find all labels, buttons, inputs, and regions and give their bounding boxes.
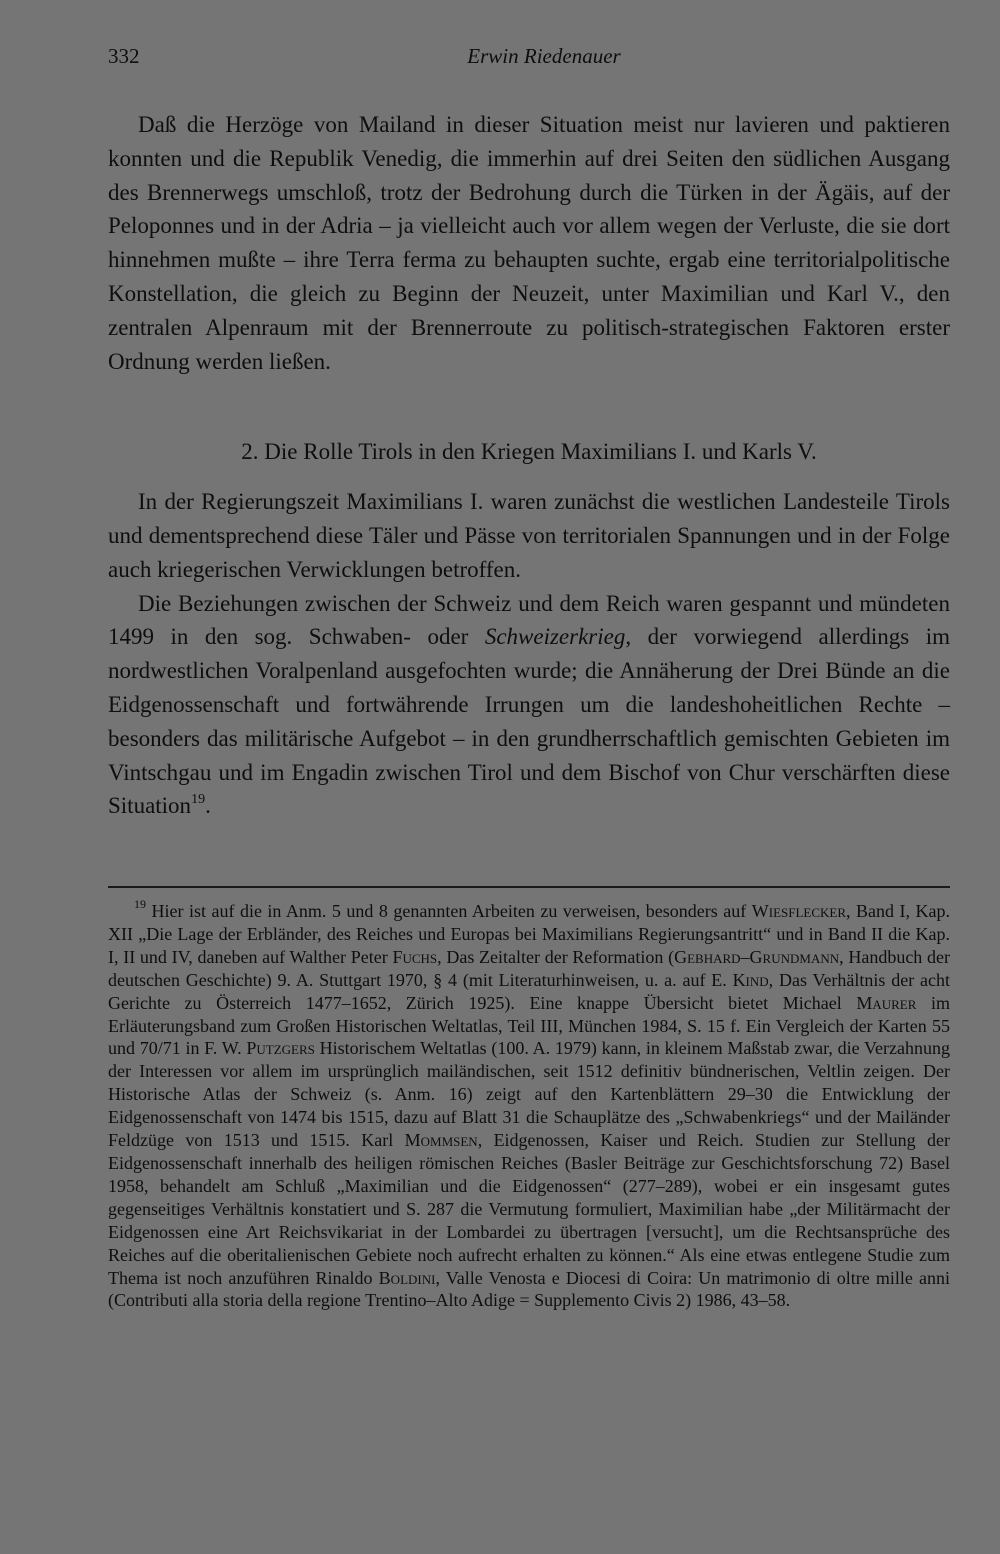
author-name-kind: Kind: [732, 969, 769, 990]
footnote-text-4: , Handbuch der deutschen Geschichte) 9. A. Stuttgart 1970, § 4 (mit Literaturhinweisen, u. a. auf E.: [108, 946, 950, 990]
section-heading: 2. Die Rolle Tirols in den Kriegen Maximilians I. und Karls V.: [241, 439, 817, 465]
footnote-text-9: , Valle Venosta e Diocesi di Coira: Un matrimonio di oltre mille anni (Contributi alla storia della regione Trentino–Alto Adige = Supplemento Civis 2) 1986, 43–58.: [108, 1267, 950, 1311]
paragraph-3-italic-term: Schweizerkrieg: [484, 624, 626, 650]
footnote-text-6: im Erläuterungsband zum Großen Historischen Weltatlas, Teil III, München 1984, S. 15 f. Ein Vergleich der Karten 55 und 70/71 in F. W.: [108, 992, 950, 1059]
paragraph-3-text-1: Die Beziehungen zwischen der Schweiz und dem Reich waren gespannt und mündeten 1499 in den sog. Schwaben- oder: [108, 590, 950, 650]
paragraph-3: [108, 587, 950, 824]
paragraph-1: Daß die Herzöge von Mailand in dieser Situation meist nur lavieren und paktieren konnten und die Republik Venedig, die immerhin auf drei Seiten den südlichen Ausgang des Brennerwegs umschloß, trotz der Bedrohung durch die Türken in der Ägäis, auf der Peloponnes und in der Adria – ja vielleicht auch vor allem wegen der Verluste, die sie dort hinnehmen mußte – ihre Terra ferma zu behaupten suchte, ergab eine territorialpolitische Konstellation, die gleich zu Beginn der Neuzeit, unter Maximilian und Karl V., den zentralen Alpenraum mit der Brennerroute zu politisch-strategischen Faktoren erster Ordnung werden ließen.: [108, 112, 950, 374]
page-header: [108, 44, 950, 74]
footnote-text-3: , Das Zeitalter der Reformation (: [437, 946, 675, 967]
page-number: 332: [108, 44, 140, 68]
author-name-gebhard-grundmann: Gebhard–Grundmann: [674, 946, 840, 967]
footnote-text-8: , Eidgenossen, Kaiser und Reich. Studien zur Stellung der Eidgenossenschaft innerhalb des heiligen römischen Reiches (Basler Beiträge zur Geschichtsforschung 72) Basel 1958, behandelt am Schluß „Maximilian und die Eidgenossen“ (277–289), wobei er ein insgesamt gutes gegenseitiges Verhältnis konstatiert und S. 287 die Vermutung formuliert, Maximilian habe „der Militärmacht der Eidgenossen eine Art Reichsvikariat in der Lombardei zu übertragen [versucht], um die Rechtsansprüche des Reiches auf die oberitalienischen Gebiete noch aufrecht erhalten zu können.“ Als eine etwas entlegene Studie zum Thema ist noch anzuführen Rinaldo: [108, 1130, 950, 1288]
footnote-text-2: , Band I, Kap. XII „Die Lage der Erbländer, des Reiches und Europas bei Maximilians Regierungsantritt“ und in Band II die Kap. I, II und IV, daneben auf Walther Peter: [108, 901, 951, 967]
author-name-mommsen: Mommsen: [404, 1130, 478, 1151]
author-name-fuchs: Fuchs: [392, 946, 438, 967]
main-text: [108, 108, 950, 823]
paragraph-2: In der Regierungszeit Maximilians I. waren zunächst die westlichen Landesteile Tirols und dementsprechend diese Täler und Pässe von territorialen Spannungen und in der Folge auch kriegerischen Verwicklungen betroffen.: [108, 489, 950, 582]
footnote-number: 19: [134, 897, 146, 911]
author-name-boldini: Boldini: [378, 1267, 436, 1288]
author-name-maurer: Maurer: [856, 992, 917, 1013]
paragraph-3-text-3: .: [205, 793, 211, 819]
footnote-text-5: , Das Verhältnis der acht Gerichte zu Österreich 1477–1652, Zürich 1925). Eine knappe Übersicht bietet Michael: [108, 969, 950, 1013]
footnote-divider: [108, 886, 950, 888]
author-name-putzgers: Putzgers: [246, 1038, 315, 1059]
footnote-text-7: Historischem Weltatlas (100. A. 1979) kann, in kleinem Maßstab zwar, die Verzahnung der Interessen vor allem im ursprünglich mailändischen, seit 1512 definitiv bündnerischen, Veltlin zeigen. Der Historische Atlas der Schweiz (s. Anm. 16) zeigt auf den Kartenblättern 29–30 die Entwicklung der Eidgenossenschaft von 1474 bis 1515, dazu auf Blatt 31 die Schauplätze des „Schwabenkriegs“ und der Mailänder Feldzüge von 1513 und 1515. Karl: [108, 1038, 950, 1151]
running-head: Erwin Riedenauer: [467, 44, 621, 68]
footnote-reference: 19: [191, 791, 206, 807]
footnote-19: [108, 897, 951, 1312]
author-name-wiesflecker: Wiesflecker: [751, 901, 847, 921]
paragraph-3-text-2: , der vorwiegend allerdings im nordwestlichen Voralpenland ausgefochten wurde; die Annäherung der Drei Bünde an die Eidgenossenschaft und fortwährende Irrungen um die landeshoheitlichen Rechte – besonders das militärische Aufgebot – in den grundherrschaftlich gemischten Gebieten im Vintschgau und im Engadin zwischen Tirol und dem Bischof von Chur verschärften diese Situation: [108, 624, 950, 819]
footnote-text-1: Hier ist auf die in Anm. 5 und 8 genannten Arbeiten zu verweisen, besonders auf: [146, 901, 752, 921]
